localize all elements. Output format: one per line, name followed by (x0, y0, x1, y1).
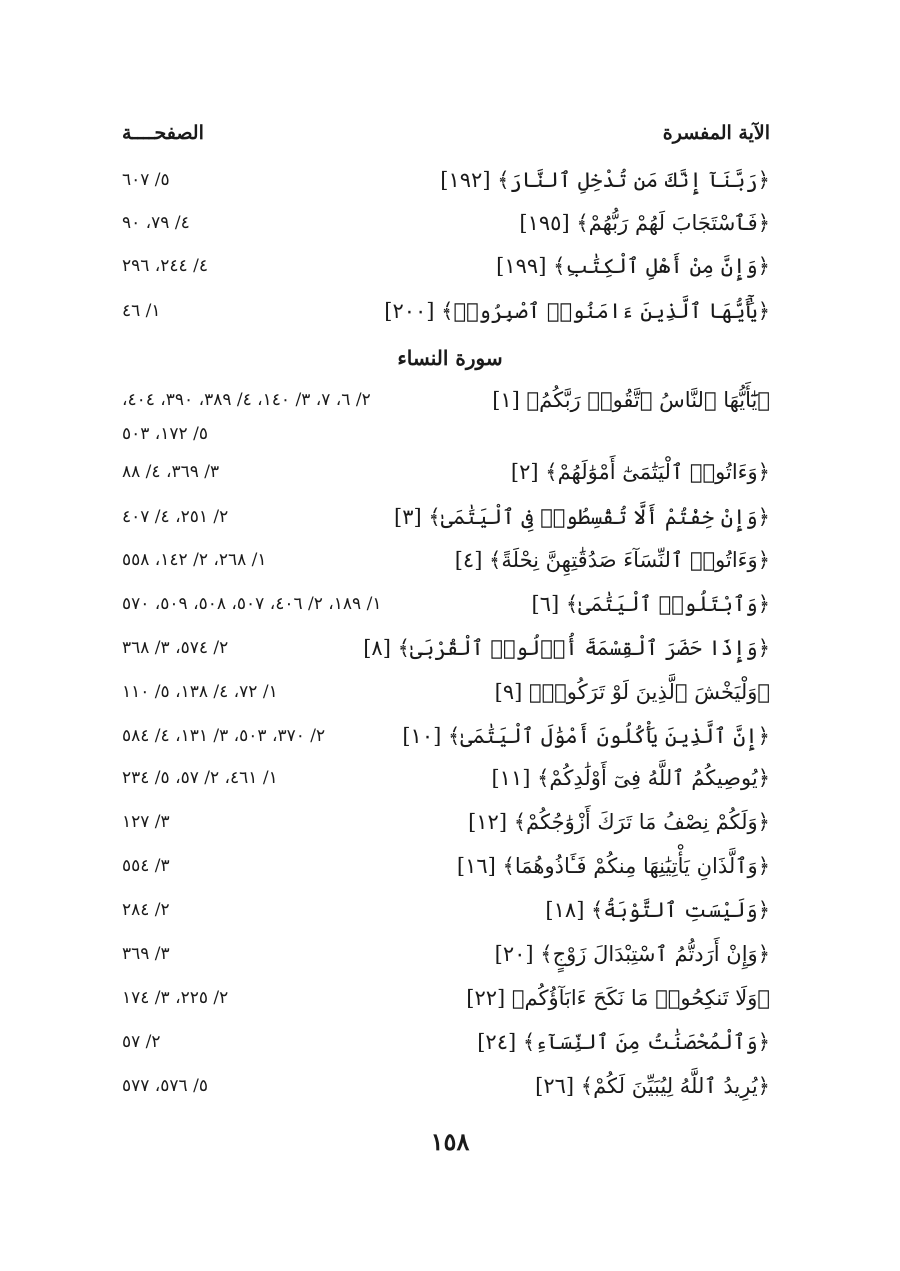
surah-title: سورة النساء (397, 346, 503, 370)
index-row (110, 716, 770, 756)
verse-ref: ﴿وَءَاتُوا۟ ٱلنِّسَآءَ صَدُقَٰتِهِنَّ نِحْلَةً﴾ [٤] (454, 548, 770, 572)
index-row (110, 672, 770, 712)
verse-ref: ﴿وَإِنَّ مِنْ أَهْلِ ٱلْكِتَٰبِ﴾ [١٩٩] (496, 254, 770, 278)
page-refs: ٣/ ٣٦٩، ٤/ ٨٨ (122, 462, 220, 482)
page-refs: ٢/ ٦، ٧، ٣/ ١٤٠، ٤/ ٣٨٩، ٣٩٠، ٤٠٤، (122, 390, 371, 410)
index-row (110, 628, 770, 668)
verse-ref: ﴿وَلْيَخْشَ ٱلَّذِينَ لَوْ تَرَكُوا۟﴾ [٩] (494, 680, 770, 704)
index-row (110, 203, 770, 243)
page-refs: ٢/ ٢٥١، ٤/ ٤٠٧ (122, 507, 229, 527)
verse-ref: ﴿يُرِيدُ ٱللَّهُ لِيُبَيِّنَ لَكُمْ﴾ [٢٦] (535, 1074, 770, 1098)
index-row (110, 497, 770, 537)
index-row (110, 1066, 770, 1106)
verse-column-header: الآية المفسرة (662, 122, 770, 144)
index-row (110, 452, 770, 492)
page-refs: ١/ ١٨٩، ٢/ ٤٠٦، ٥٠٧، ٥٠٨، ٥٠٩، ٥٧٠ (122, 594, 382, 614)
page-refs: ٤/ ٧٩، ٩٠ (122, 213, 190, 233)
page-refs: ٢/ ٢٢٥، ٣/ ١٧٤ (122, 988, 229, 1008)
page-refs: ٣/ ١٢٧ (122, 812, 170, 832)
index-row-continuation (110, 414, 770, 454)
index-row (110, 890, 770, 930)
index-row (110, 758, 770, 798)
index-row (110, 584, 770, 624)
verse-ref: ﴿وَإِنْ أَرَدتُّمُ ٱسْتِبْدَالَ زَوْجٍ﴾ [٢٠] (494, 942, 770, 966)
verse-ref: ﴿وَلَيْسَتِ ٱلتَّوْبَةُ﴾ [١٨] (545, 898, 770, 922)
page-refs: ١/ ٧٢، ٤/ ١٣٨، ٥/ ١١٠ (122, 682, 278, 702)
verse-ref: ﴿وَلَكُمْ نِصْفُ مَا تَرَكَ أَزْوَٰجُكُمْ﴾ [١٢] (468, 810, 770, 834)
page-refs: ١/ ٤٦ (122, 301, 161, 321)
page-number: ١٥٨ (430, 1127, 470, 1156)
verse-ref: ﴿يَٰٓأَيُّهَا ٱلنَّاسُ ٱتَّقُوا۟ رَبَّكُمُ﴾ [١] (492, 388, 770, 412)
verse-ref: ﴿وَلَا تَنكِحُوا۟ مَا نَكَحَ ءَابَآؤُكُم﴾ [٢٢] (466, 986, 770, 1010)
verse-ref: ﴿وَإِذَا حَضَرَ ٱلْقِسْمَةَ أُو۟لُوا۟ ٱلْقُرْبَىٰ﴾ [٨] (363, 636, 770, 660)
index-row (110, 978, 770, 1018)
verse-ref: ﴿إِنَّ ٱلَّذِينَ يَأْكُلُونَ أَمْوَٰلَ ٱلْيَتَٰمَىٰ﴾ [١٠] (402, 724, 770, 748)
page-refs: ٢/ ٥٧ (122, 1032, 161, 1052)
index-row (110, 291, 770, 331)
page-refs: ٣/ ٥٥٤ (122, 856, 170, 876)
column-header-row (110, 113, 770, 153)
page-column-header: الصفحــــة (122, 122, 204, 144)
page-refs: ١/ ٢٦٨، ٢/ ١٤٢، ٥٥٨ (122, 550, 267, 570)
index-row (110, 934, 770, 974)
index-row (110, 160, 770, 200)
page-refs: ١/ ٤٦١، ٢/ ٥٧، ٥/ ٢٣٤ (122, 768, 278, 788)
verse-ref: ﴿وَٱلَّذَانِ يَأْتِيَٰنِهَا مِنكُمْ فَـَٔاذُوهُمَا﴾ [١٦] (456, 854, 770, 878)
index-row (110, 540, 770, 580)
page-refs: ٥/ ٥٧٦، ٥٧٧ (122, 1076, 208, 1096)
page-refs: ٢/ ٥٧٤، ٣/ ٣٦٨ (122, 638, 229, 658)
page-refs: ٢/ ٢٨٤ (122, 900, 170, 920)
index-row (110, 802, 770, 842)
verse-ref: ﴿فَٱسْتَجَابَ لَهُمْ رَبُّهُمْ﴾ [١٩٥] (519, 211, 770, 235)
verse-ref: ﴿يَٰٓأَيُّهَا ٱلَّذِينَ ءَامَنُوا۟ ٱصْبِرُوا۟﴾ [٢٠٠] (384, 299, 770, 323)
verse-ref: ﴿رَبَّنَآ إِنَّكَ مَن تُدْخِلِ ٱلنَّارَ﴾ [١٩٢] (440, 168, 770, 192)
page-refs: ٤/ ٢٤٤، ٢٩٦ (122, 256, 208, 276)
verse-ref: ﴿وَٱلْمُحْصَنَٰتُ مِنَ ٱلنِّسَآءِ﴾ [٢٤] (477, 1030, 770, 1054)
verse-ref: ﴿وَٱبْتَلُوا۟ ٱلْيَتَٰمَىٰ﴾ [٦] (531, 592, 770, 616)
page-refs: ٥/ ١٧٢، ٥٠٣ (122, 424, 208, 444)
verse-ref: ﴿يُوصِيكُمُ ٱللَّهُ فِىٓ أَوْلَٰدِكُمْ﴾ [١١] (491, 766, 770, 790)
index-row (110, 246, 770, 286)
verse-ref: ﴿وَإِنْ خِفْتُمْ أَلَّا تُقْسِطُوا۟ فِى ٱلْيَتَٰمَىٰ﴾ [٣] (394, 505, 770, 529)
page-refs: ٣/ ٣٦٩ (122, 944, 170, 964)
page-refs: ٢/ ٣٧٠، ٥٠٣، ٣/ ١٣١، ٤/ ٥٨٤ (122, 726, 326, 746)
page-refs: ٥/ ٦٠٧ (122, 170, 170, 190)
verse-ref: ﴿وَءَاتُوا۟ ٱلْيَتَٰمَىٰٓ أَمْوَٰلَهُمْ﴾ [٢] (510, 460, 770, 484)
index-row (110, 1022, 770, 1062)
index-row (110, 846, 770, 886)
